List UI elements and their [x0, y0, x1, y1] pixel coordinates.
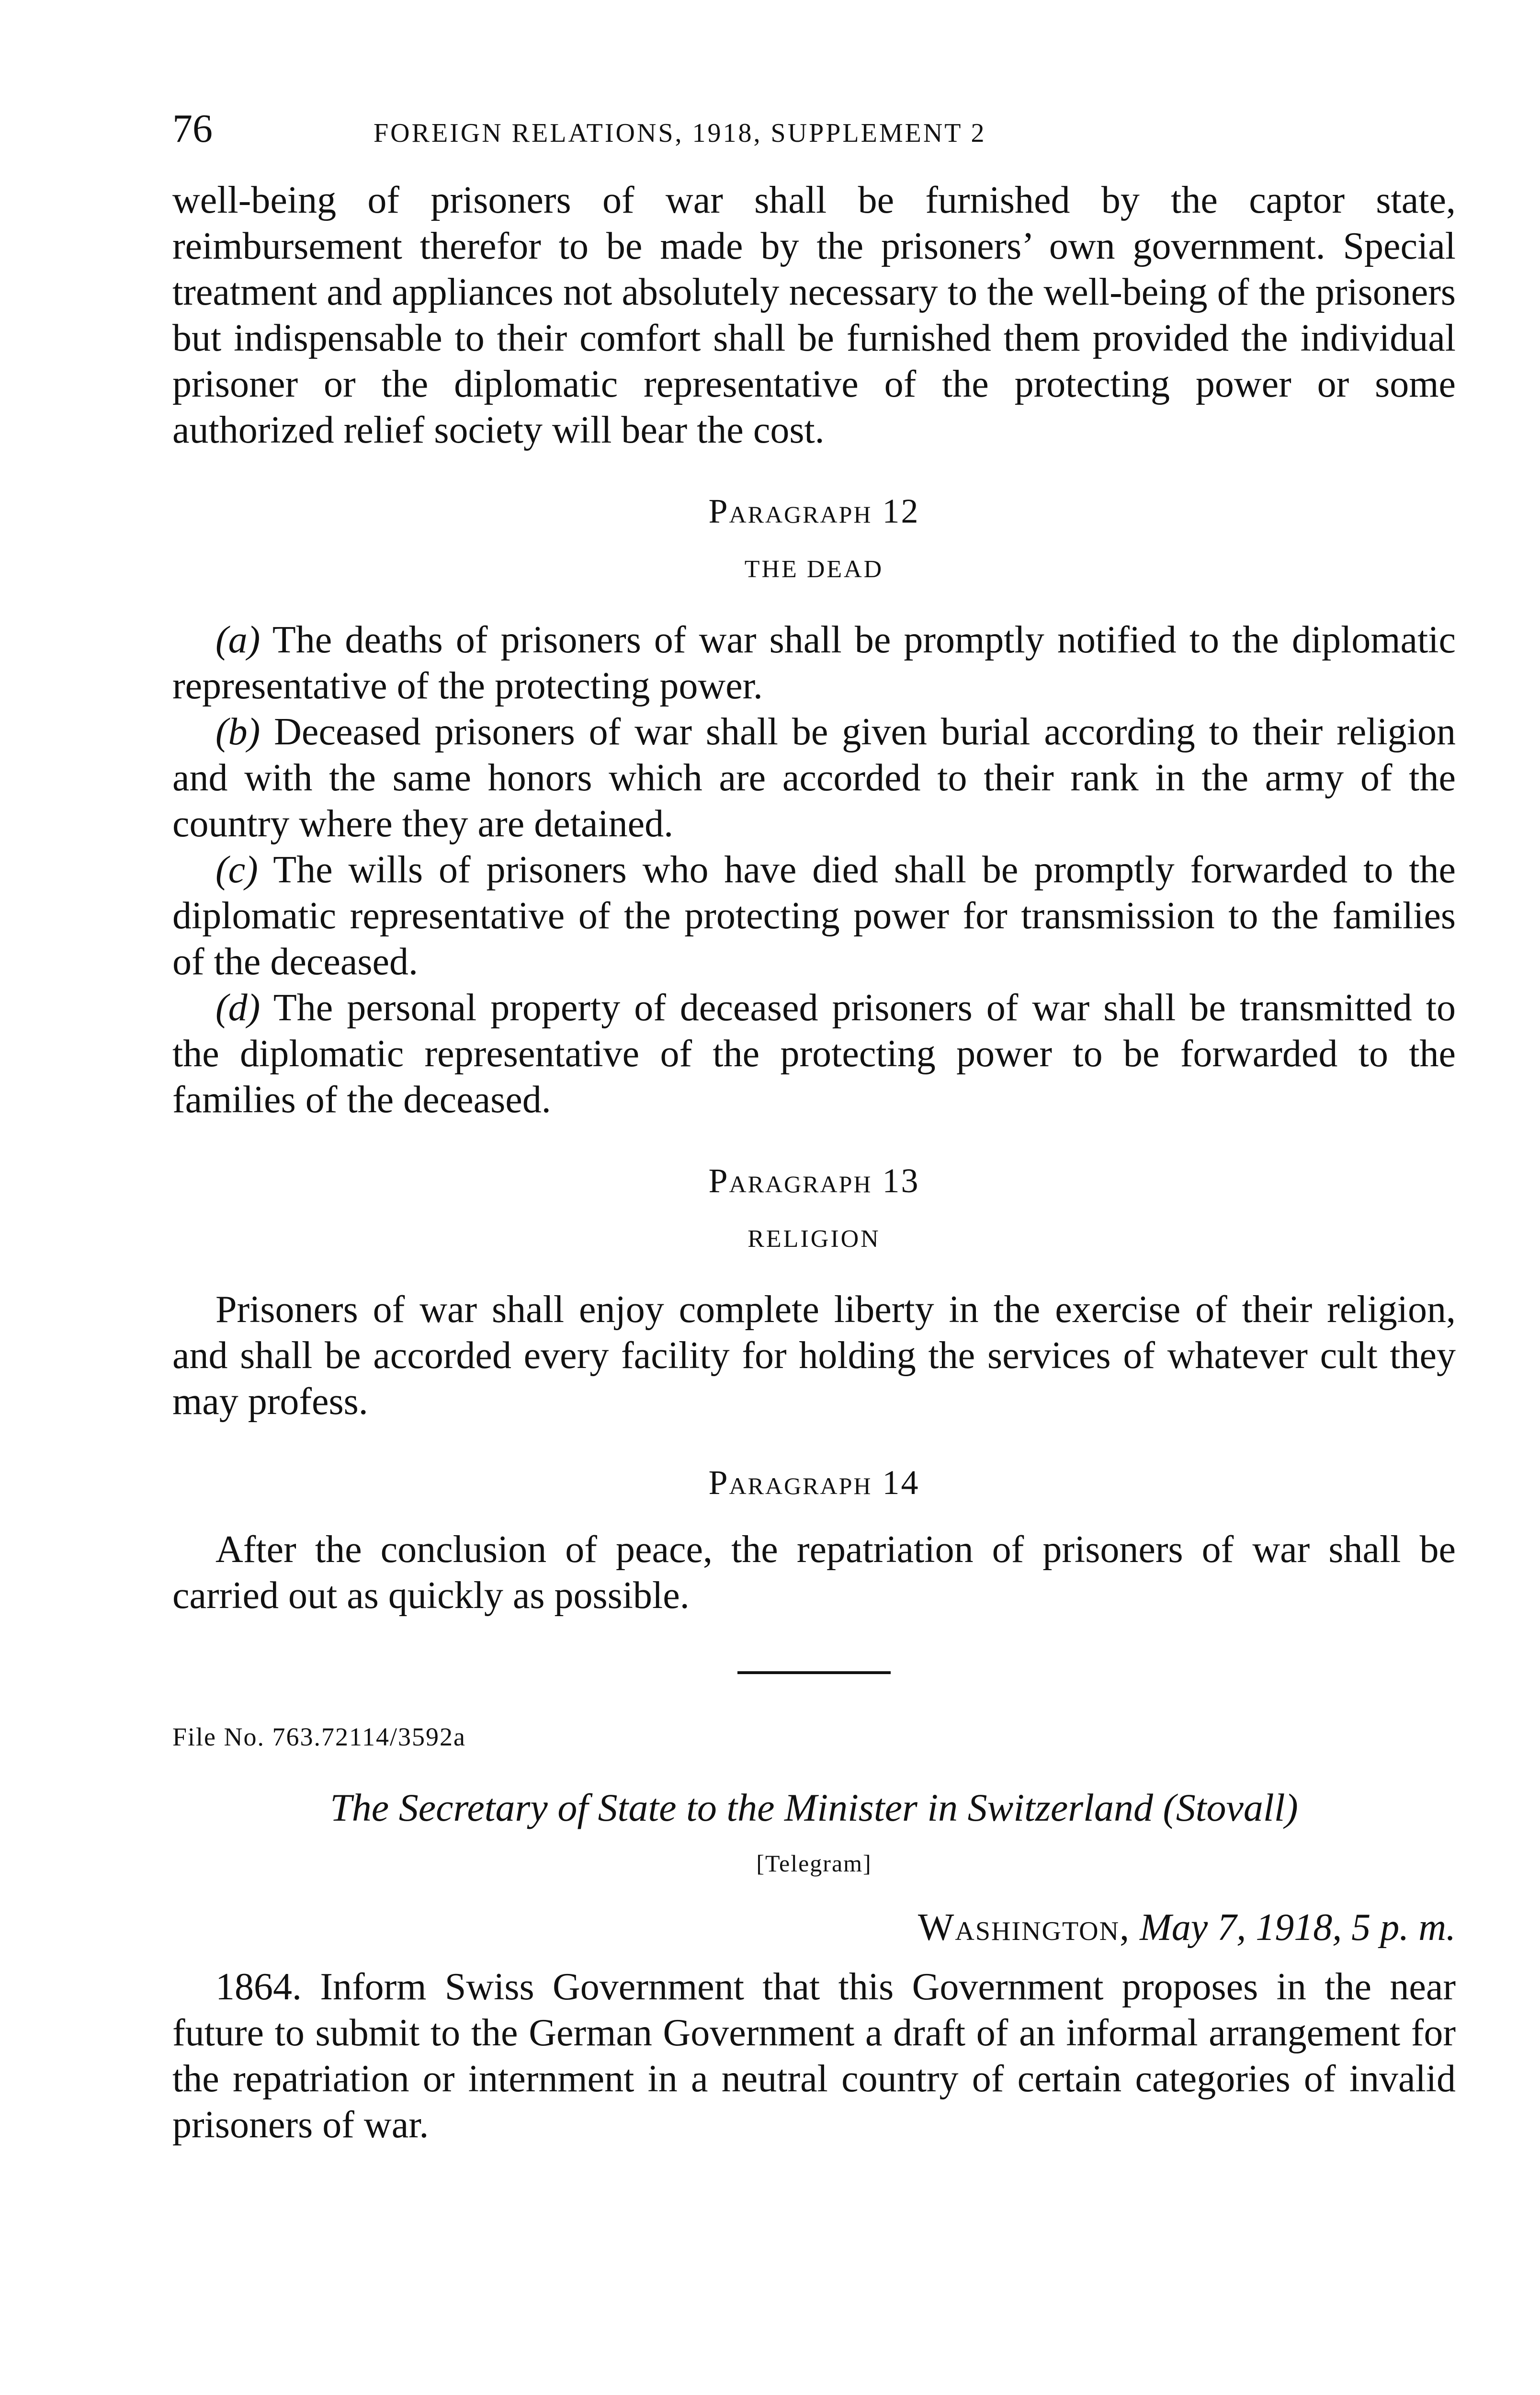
- telegram-body: 1864. Inform Swiss Government that this Government proposes in the near future to submit to the German Government a draft of an informal arrangement for the repatriation or internment in a neutral country of certain categories of invalid prisoners of war.: [172, 1966, 1456, 2146]
- document-page: [172, 105, 1456, 2148]
- paragraph-13-heading: Paragraph 13: [708, 1162, 920, 1200]
- paragraph-12-item-b: [172, 709, 1456, 847]
- file-number: File No. 763.72114/3592a: [172, 1722, 466, 1751]
- item-text: The deaths of prisoners of war shall be promptly notified to the diplomatic representative of the protecting power.: [172, 619, 1456, 707]
- section-divider: [737, 1671, 891, 1674]
- dateline: [172, 1906, 1456, 1950]
- paragraph-13-text: Prisoners of war shall enjoy complete liberty in the exercise of their religion, and shall be accorded every facility for holding the services of whatever cult they may profess.: [172, 1289, 1456, 1423]
- item-text: Deceased prisoners of war shall be given burial according to their religion and with the same honors which are accorded to their rank in the army of the country where they are detained.: [172, 711, 1456, 845]
- page-header: [172, 105, 1456, 177]
- item-text: The wills of prisoners who have died shall be promptly forwarded to the diplomatic representative of the protecting power for transmission to the families of the deceased.: [172, 849, 1456, 983]
- paragraph-12-item-d: [172, 985, 1456, 1123]
- dateline-place: Washington,: [917, 1906, 1131, 1949]
- item-label: (a): [215, 619, 260, 661]
- running-head: FOREIGN RELATIONS, 1918, SUPPLEMENT 2: [374, 118, 986, 148]
- paragraph-13-subheading: RELIGION: [747, 1225, 881, 1253]
- paragraph-14-text: After the conclusion of peace, the repatriation of prisoners of war shall be carried out as quickly as possible.: [172, 1528, 1456, 1617]
- paragraph-12-heading: Paragraph 12: [708, 492, 920, 530]
- paragraph-14-heading: Paragraph 14: [708, 1463, 920, 1502]
- item-text: The personal property of deceased prisoners of war shall be transmitted to the diplomatic representative of the protecting power to be forwarded to the families of the deceased.: [172, 987, 1456, 1121]
- paragraph-12-item-c: [172, 847, 1456, 985]
- paragraph-12-subheading: THE DEAD: [744, 556, 884, 583]
- document-type: [Telegram]: [756, 1850, 872, 1877]
- dateline-date: May 7, 1918, 5 p. m.: [1140, 1906, 1456, 1949]
- continuation-paragraph: well-being of prisoners of war shall be furnished by the captor state, reimbursement therefor to be made by the prisoners’ own government. Special treatment and appliances not absolutely necessary to the well-being of the prisoners but indispensable to their comfort shall be furnished them provided the individual prisoner or the diplomatic representative of the protecting power or some authorized relief society will bear the cost.: [172, 179, 1456, 451]
- item-label: (d): [215, 987, 260, 1029]
- item-label: (c): [215, 849, 258, 891]
- item-label: (b): [215, 711, 260, 753]
- paragraph-12-item-a: [172, 617, 1456, 709]
- document-title: The Secretary of State to the Minister in Switzerland (Stovall): [330, 1786, 1298, 1829]
- page-number: 76: [172, 106, 213, 151]
